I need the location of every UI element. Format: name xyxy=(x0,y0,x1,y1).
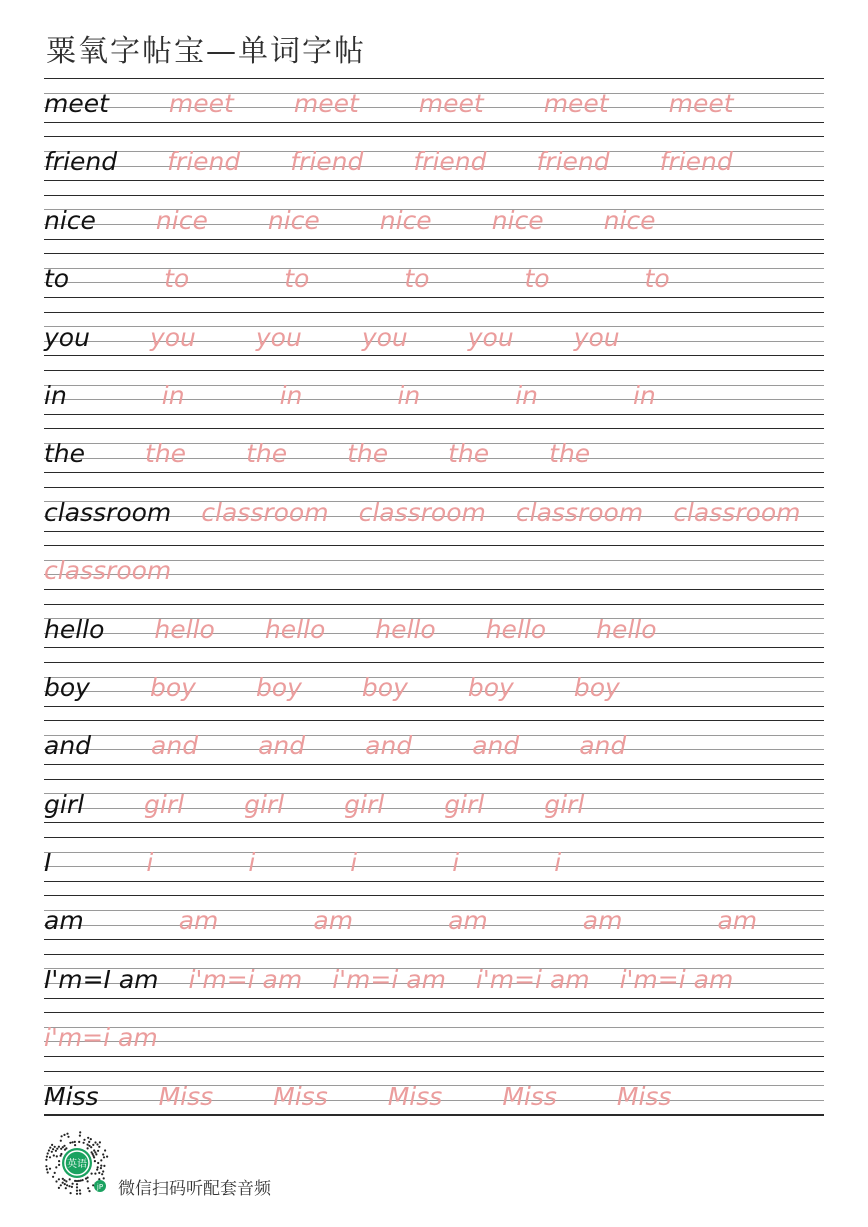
trace-word: i'm=i am xyxy=(475,964,590,994)
trace-word: in xyxy=(515,380,538,410)
model-word: nice xyxy=(44,205,96,235)
trace-word: friend xyxy=(167,147,241,177)
trace-word: am xyxy=(582,906,623,936)
practice-row xyxy=(44,720,824,778)
practice-row xyxy=(44,837,824,895)
guide-line xyxy=(44,1071,824,1072)
model-word: classroom xyxy=(44,497,172,527)
model-word: friend xyxy=(44,147,118,177)
model-word: you xyxy=(44,322,90,352)
guide-line xyxy=(44,895,824,896)
word-group xyxy=(44,668,620,708)
word-group xyxy=(44,610,657,650)
page-title: 粟氧字帖宝—单词字帖 xyxy=(46,34,366,69)
guide-line xyxy=(44,662,824,663)
trace-word: and xyxy=(472,731,520,761)
practice-row xyxy=(44,428,824,486)
trace-word: i'm=i am xyxy=(44,1023,158,1053)
footer xyxy=(42,1128,342,1198)
trace-word: i xyxy=(146,848,154,878)
trace-word: i xyxy=(248,848,256,878)
trace-word: and xyxy=(258,731,306,761)
footer-caption: 微信扫码听配套音频 xyxy=(118,1179,271,1199)
trace-word: i'm=i am xyxy=(619,964,734,994)
trace-word: nice xyxy=(491,205,544,235)
model-word: I xyxy=(44,848,52,878)
qr-badge-text: 英语 xyxy=(67,1159,87,1170)
trace-word: and xyxy=(365,731,413,761)
trace-word: classroom xyxy=(673,497,801,527)
practice-row xyxy=(44,487,824,545)
word-group xyxy=(44,785,584,825)
word-group xyxy=(44,376,656,416)
guide-line xyxy=(44,720,824,721)
trace-word: meet xyxy=(293,89,359,118)
word-group xyxy=(44,843,561,883)
model-word: hello xyxy=(44,614,105,644)
guide-line xyxy=(44,1056,824,1057)
trace-word: to xyxy=(404,264,430,294)
trace-word: nice xyxy=(155,205,208,235)
practice-row xyxy=(44,136,824,194)
guide-line xyxy=(44,1027,824,1028)
guide-line xyxy=(44,604,824,605)
trace-word: to xyxy=(524,264,550,294)
trace-word: and xyxy=(151,731,199,761)
guide-line xyxy=(44,136,824,137)
practice-row xyxy=(44,954,824,1012)
word-group xyxy=(44,259,670,299)
word-group xyxy=(44,84,734,124)
trace-word: classroom xyxy=(201,497,329,527)
practice-row xyxy=(44,253,824,311)
sheet-bottom-line xyxy=(44,1115,824,1116)
trace-word: friend xyxy=(659,147,733,177)
trace-word: am xyxy=(178,906,219,936)
trace-word: hello xyxy=(596,614,657,644)
model-word: girl xyxy=(44,789,85,819)
trace-word: girl xyxy=(244,789,285,819)
trace-word: and xyxy=(579,731,627,761)
practice-row xyxy=(44,779,824,837)
trace-word: classroom xyxy=(515,497,644,527)
guide-line xyxy=(44,1041,824,1042)
trace-word: meet xyxy=(668,89,734,118)
trace-word: am xyxy=(313,906,354,936)
trace-word: friend xyxy=(290,147,364,177)
model-word: to xyxy=(44,264,70,294)
word-group xyxy=(44,434,590,474)
model-word: the xyxy=(44,439,86,469)
trace-word: meet xyxy=(543,89,609,118)
model-word: I'm=I am xyxy=(44,964,159,994)
model-word: and xyxy=(44,731,92,761)
practice-row xyxy=(44,662,824,720)
trace-word: Miss xyxy=(158,1081,214,1111)
guide-line xyxy=(44,487,824,488)
practice-row xyxy=(44,604,824,662)
trace-word: hello xyxy=(154,614,215,644)
word-group xyxy=(44,493,800,533)
trace-word: hello xyxy=(485,614,547,644)
guide-line xyxy=(44,954,824,955)
trace-word: in xyxy=(161,380,185,410)
trace-word: classroom xyxy=(44,556,172,586)
trace-word: boy xyxy=(149,672,196,702)
model-word: in xyxy=(44,380,67,410)
qr-code-icon[interactable] xyxy=(42,1128,112,1198)
trace-word: i xyxy=(554,848,562,878)
trace-word: am xyxy=(717,906,758,936)
trace-word: you xyxy=(149,322,196,352)
word-group xyxy=(44,960,733,1000)
trace-word: classroom xyxy=(358,497,486,527)
trace-word: to xyxy=(164,264,190,294)
guide-line xyxy=(44,253,824,254)
trace-word: in xyxy=(279,380,303,410)
model-word: am xyxy=(44,906,84,936)
practice-row xyxy=(44,1071,824,1129)
model-word: Miss xyxy=(44,1081,99,1111)
trace-word: you xyxy=(361,322,408,352)
trace-word: the xyxy=(145,439,187,469)
trace-word: am xyxy=(448,906,488,936)
practice-sheet xyxy=(44,78,824,1129)
trace-word: girl xyxy=(544,789,585,819)
trace-word: nice xyxy=(603,205,656,235)
trace-word: the xyxy=(347,439,389,469)
word-group xyxy=(44,318,620,358)
trace-word: boy xyxy=(255,672,302,702)
guide-line xyxy=(44,1012,824,1013)
guide-line xyxy=(44,370,824,371)
word-group xyxy=(44,901,757,941)
trace-word: you xyxy=(467,322,514,352)
guide-line xyxy=(44,545,824,546)
trace-word: meet xyxy=(418,89,484,118)
practice-row xyxy=(44,195,824,253)
trace-word: i xyxy=(350,848,358,878)
trace-word: girl xyxy=(144,789,185,819)
trace-word: nice xyxy=(379,205,432,235)
word-group xyxy=(44,142,733,182)
guide-line xyxy=(44,195,824,196)
trace-word: i xyxy=(452,848,460,878)
guide-line xyxy=(44,312,824,313)
trace-word: nice xyxy=(267,205,320,235)
guide-line xyxy=(44,837,824,838)
guide-line xyxy=(44,78,824,79)
trace-word: Miss xyxy=(502,1081,557,1111)
trace-word: boy xyxy=(573,672,620,702)
word-group xyxy=(44,551,171,591)
trace-word: in xyxy=(397,380,421,410)
model-word: meet xyxy=(44,89,109,118)
trace-word: Miss xyxy=(616,1081,672,1111)
trace-word: friend xyxy=(536,147,610,177)
trace-word: hello xyxy=(264,614,326,644)
trace-word: to xyxy=(284,264,310,294)
guide-line xyxy=(44,779,824,780)
trace-word: girl xyxy=(444,789,485,819)
trace-word: friend xyxy=(413,147,487,177)
qr-corner-badge: jP xyxy=(96,1183,104,1191)
trace-word: you xyxy=(255,322,302,352)
trace-word: Miss xyxy=(273,1081,328,1111)
practice-row xyxy=(44,895,824,953)
trace-word: you xyxy=(573,322,620,352)
word-group xyxy=(44,726,626,766)
trace-word: the xyxy=(448,439,490,469)
practice-row xyxy=(44,312,824,370)
practice-row xyxy=(44,1012,824,1070)
guide-line xyxy=(44,428,824,429)
trace-word: the xyxy=(549,439,591,469)
trace-word: boy xyxy=(467,672,514,702)
trace-word: to xyxy=(644,264,670,294)
trace-word: hello xyxy=(375,614,436,644)
word-group xyxy=(44,1018,158,1058)
practice-row xyxy=(44,545,824,603)
trace-word: Miss xyxy=(387,1081,443,1111)
trace-word: boy xyxy=(361,672,408,702)
trace-word: in xyxy=(632,380,656,410)
trace-word: girl xyxy=(344,789,385,819)
trace-word: meet xyxy=(168,89,234,118)
model-word: boy xyxy=(44,672,90,702)
practice-row xyxy=(44,370,824,428)
trace-word: the xyxy=(246,439,288,469)
trace-word: i'm=i am xyxy=(332,964,446,994)
practice-row xyxy=(44,78,824,136)
trace-word: i'm=i am xyxy=(188,964,303,994)
word-group xyxy=(44,1077,671,1117)
word-group xyxy=(44,201,656,241)
